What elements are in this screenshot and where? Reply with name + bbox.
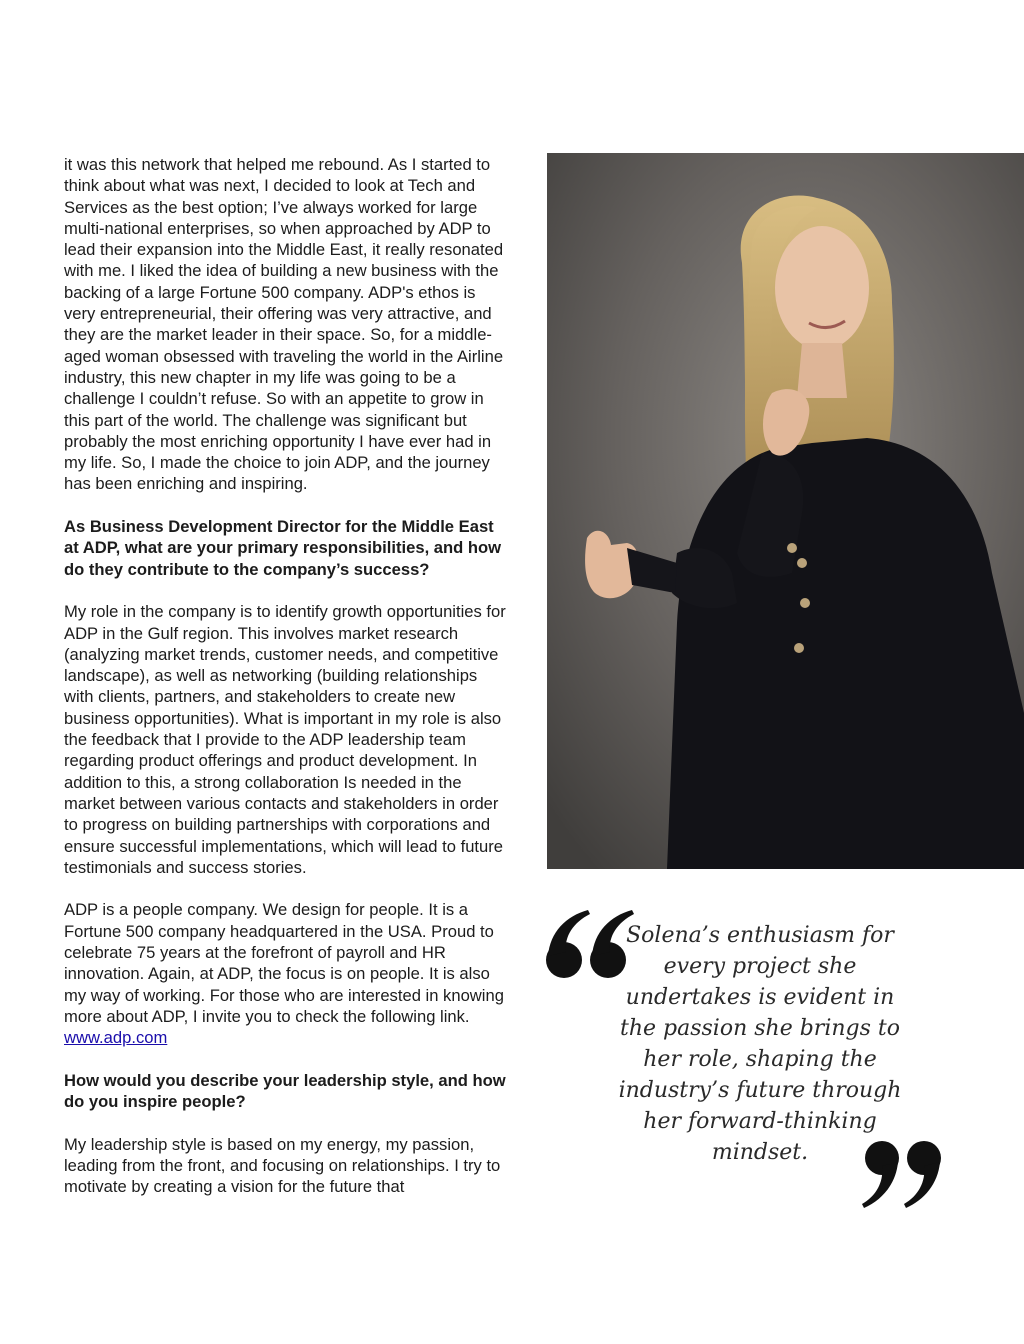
article-column	[64, 154, 506, 1219]
portrait-photo	[547, 153, 1024, 869]
article-paragraph	[64, 899, 506, 1048]
interview-question: As Business Development Director for the Middle East at ADP, what are your primary responsibilities, and how do they contribute to the company’s success?	[64, 517, 502, 579]
adp-website-link[interactable]: www.adp.com	[64, 1028, 168, 1048]
article-paragraph: it was this network that helped me rebound. As I started to think about what was next, I decided to look at Tech and Services as the best option; I’ve always worked for large multi-national enterprises, so when approached by ADP to lead their expansion into the Middle East, it really resonated with me. I liked the idea of building a new business with the backing of a large Fortune 500 company. ADP's ethos is very entrepreneurial, their offering was very attractive, and they are the market leader in their space. So, for a middle-aged woman obsessed with traveling the world in the Airline industry, this new chapter in my life was going to be a challenge I couldn’t refuse. So with an appetite to grow in this part of the world. The challenge was significant but probably the most enriching opportunity I have ever had in my life. So, I made the choice to join ADP, and the journey has been enriching and inspiring.	[64, 155, 504, 494]
pull-quote: Solena’s enthusiasm for every project she undertakes is evident in the passion she brings to her role, shaping the industry’s future through her forward-thinking mindset.	[618, 923, 902, 1165]
portrait-illustration	[547, 153, 1024, 869]
close-quote-icon	[860, 1138, 946, 1210]
interview-question: How would you describe your leadership style, and how do you inspire people?	[64, 1070, 506, 1112]
article-paragraph: My leadership style is based on my energy, my passion, leading from the front, and focusing on relationships. I try to motivate by creating a vision for the future that	[64, 1134, 501, 1197]
paragraph-text: ADP is a people company. We design for people. It is a Fortune 500 company headquartered in the USA. Proud to celebrate 75 years at the forefront of payroll and HR innovation. Again, at ADP, the focus is on people. It is also my way of working. For those who are interested in knowing more about ADP, I invite you to check the following link.	[64, 900, 504, 1026]
article-paragraph: My role in the company is to identify growth opportunities for ADP in the Gulf region. This involves market research (analyzing market trends, customer needs, and competitive landscape), as well as networking (building relationships with clients, partners, and stakeholders to create new business opportunities). What is important in my role is also the feedback that I provide to the ADP leadership team regarding product offerings and product development. In addition to this, a strong collaboration Is needed in the market between various contacts and stakeholders in order to progress on building partnerships with corporations and ensure successful implementations, which will lead to future testimonials and success stories.	[64, 602, 506, 877]
